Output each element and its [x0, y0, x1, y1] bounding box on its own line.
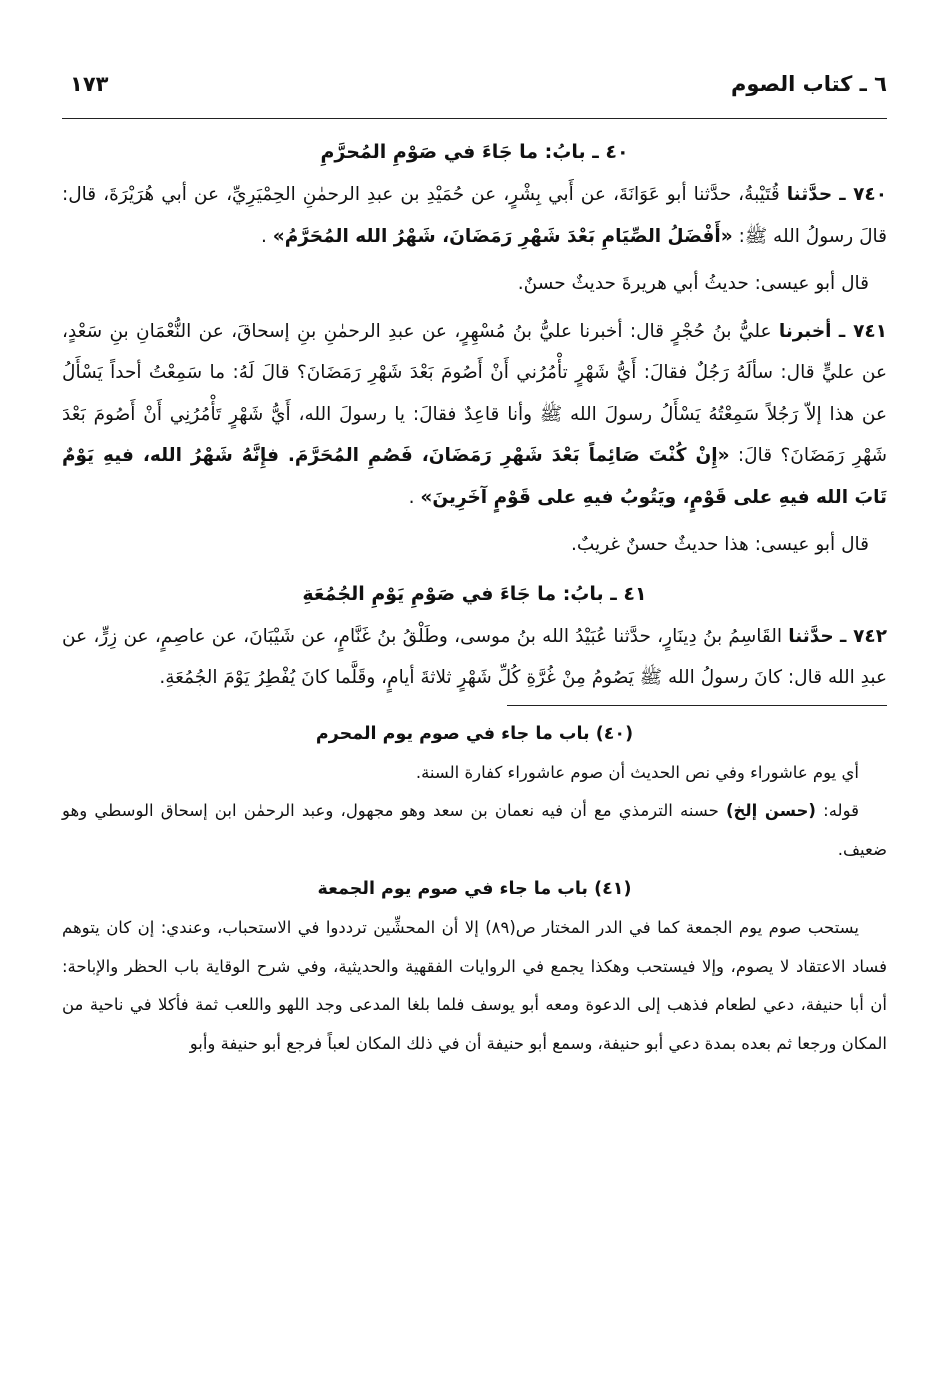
chapter-40-heading: ٤٠ ـ بابُ: ما جَاءَ في صَوْمِ المُحرَّمِ — [320, 141, 629, 163]
hadith-740 — [62, 174, 887, 257]
hadith-741-lead: أخبرنا — [778, 320, 832, 342]
page-number: ١٧٣ — [70, 72, 109, 96]
hadith-741-end: . — [408, 486, 415, 508]
commentary — [62, 714, 887, 1064]
header-rule — [62, 118, 887, 119]
hadith-742-lead: حدَّثنا — [788, 625, 834, 647]
commentary-41-para-1: يستحب صوم يوم الجمعة كما في الدر المختار ص(٨٩) إلا أن المحشِّين ترددوا في الاستحباب، وعندي: إن كان يتوهم فساد الاعتقاد لا يصوم، وإلا فيستحب وهكذا يجمع في الروايات الفقهية والحديثية، وفي شرح الوقاية باب الحظر والإباحة: أن أبا حنيفة، دعي لطعام فذهب إلى الدعوة ومعه أبو يوسف فلما بلغا المدعى وجد اللهو واللعب ثمة فأكلا في ناحية من المكان ورجعا ثم بعده بمدة دعي أبو حنيفة، وسمع أبو حنيفة أن في ذلك المكان لعباً فرجع أبو حنيفة وأبو — [62, 918, 887, 1053]
hadith-741-matn: «إِنْ كُنْتَ صَائِماً بَعْدَ شَهْرِ رَمَضَانَ، فَصُمِ المُحَرَّمَ. فإِنَّهُ شَهْرُ الله، فيهِ يَوْمٌ تَابَ الله فيهِ على قَوْمٍ، ويَتُوبُ فيهِ على قَوْمٍ آخَرِينَ» — [62, 445, 887, 508]
hadith-740-matn: «أَفْضَلُ الصِّيَامِ بَعْدَ شَهْرِ رَمَضَانَ، شَهْرُ الله المُحَرَّمُ» — [272, 225, 733, 247]
abu-isa-comment-1: قال أبو عيسى: حديثُ أبي هريرةَ حديثٌ حسنٌ. — [517, 273, 869, 294]
hadith-740-end: . — [261, 225, 267, 247]
chapter-41-heading: ٤١ ـ بابُ: ما جَاءَ في صَوْمِ يَوْمِ الجُمُعَةِ — [302, 582, 647, 605]
hadith-741-number: ٧٤١ ـ — [838, 320, 888, 342]
hadith-740-isnad: ، حدَّثنا أبو عَوَانَةَ، عن أَبي بِشْرٍ، عن حُمَيْدِ بن عبدِ الرحمٰنِ الحِمْيَرِيِّ، عن أبي هُرَيْرَةَ، قال: قالَ رسولُ الله ﷺ: — [62, 184, 887, 247]
footnote-separator — [507, 705, 887, 706]
hadith-741 — [62, 311, 887, 519]
hadith-741-text: عليُّ بنُ حُجْرٍ قال: أخبرنا عليُّ بنُ مُسْهِرٍ، عن عبدِ الرحمٰنِ بنِ إسحاقَ، عن النُّعْمَانِ بنِ سَعْدٍ، عن عليٍّ قال: سألَهُ رَجُلٌ فقالَ: أَيُّ شَهْرٍ تأْمُرُني أَنْ أَصُومَ بَعْدَ شَهْرِ رَمَضَانَ؟ قالَ لَهُ: ما سَمِعْتُ أحداً يَسْأَلُ عن هذا إلاّ رَجُلاً سَمِعْتُهُ يَسْأَلُ رسولَ الله ﷺ وأنا قاعِدٌ فقالَ: يا رسولَ الله، أَيُّ شَهْرٍ تَأْمُرُنِي أَنْ أَصُومَ بَعْدَ شَهْرِ رَمَضَانَ؟ قالَ: — [62, 320, 887, 466]
running-head — [70, 66, 887, 102]
abu-isa-comment-2: قال أبو عيسى: هذا حديثٌ حسنٌ غريبٌ. — [571, 534, 869, 555]
chapter-title: ٦ ـ كتاب الصوم — [730, 72, 887, 96]
hadith-740-lead: حدَّثنا — [786, 184, 833, 205]
commentary-40-para-2 — [62, 792, 887, 869]
hadith-742-text: القَاسِمُ بنُ دِينَارٍ، حدَّثنا عُبَيْدُ الله بنُ موسى، وطَلْقُ بنُ غَنَّامٍ، عن شَيْبَانَ، عن عاصِمٍ، عن زِرٍّ، عن عبدِ الله قال: كانَ رسولُ الله ﷺ يَصُومُ مِنْ غُرَّةِ كُلِّ شَهْرٍ ثلاثةَ أيامٍ، وقَلَّما كانَ يُفْطِرُ يَوْمَ الجُمُعَةِ. — [62, 625, 887, 688]
commentary-40-heading: (٤٠) باب ما جاء في صوم يوم المحرم — [315, 723, 634, 744]
hadith-740-name: قُتَيْبةُ — [744, 184, 780, 205]
commentary-40-qawluh: قوله: — [823, 801, 859, 820]
commentary-40-para-1: أي يوم عاشوراء وفي نص الحديث أن صوم عاشوراء كفارة السنة. — [415, 762, 859, 782]
commentary-40-keyword: (حسن إلخ) — [725, 801, 816, 820]
hadith-742 — [62, 616, 887, 699]
commentary-41-heading: (٤١) باب ما جاء في صوم يوم الجمعة — [317, 879, 632, 899]
hadith-740-number: ٧٤٠ ـ — [839, 184, 887, 205]
commentary-40-explanation: حسنه الترمذي مع أن فيه نعمان بن سعد وهو مجهول، وعبد الرحمٰن ابن إسحاق الوسطي وهو ضعيف. — [62, 801, 887, 859]
hadith-742-number: ٧٤٢ ـ — [839, 625, 887, 647]
main-text — [62, 130, 887, 1063]
